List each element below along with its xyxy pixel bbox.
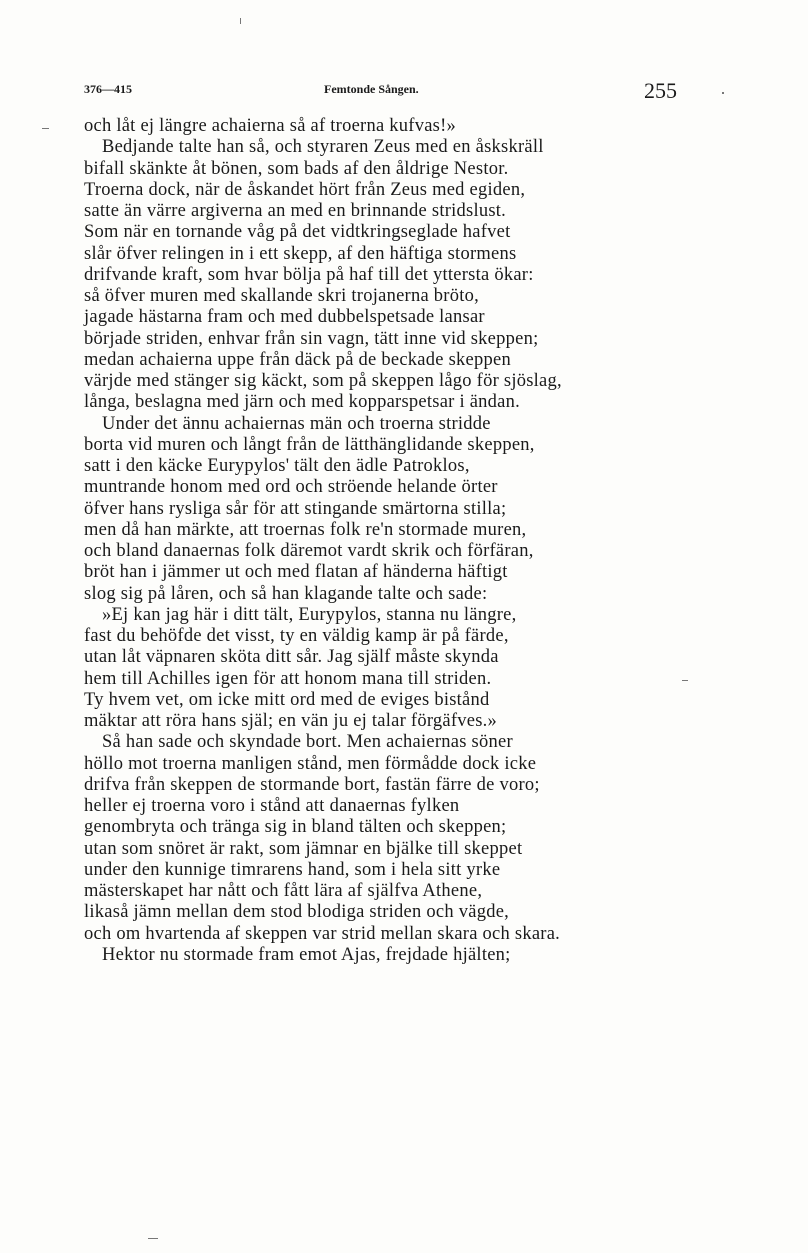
verse-line: Under det ännu achaiernas män och troerna stridde [102,413,491,434]
verse-line: värjde med stänger sig käckt, som på skeppen lågo för sjöslag, [84,371,562,391]
verse-line: drifva från skeppen de stormande bort, fastän färre de voro; [84,774,540,795]
verse-line: utan låt väpnaren sköta ditt sår. Jag själf måste skynda [84,647,499,668]
verse-line: fast du behöfde det visst, ty en väldig kamp är på färde, [84,626,509,646]
verse-line: borta vid muren och långt från de lätthänglidande skeppen, [84,434,535,455]
verse-line: utan som snöret är rakt, som jämnar en bjälke till skeppet [84,838,523,859]
verse-line: och bland danaernas folk däremot vardt skrik och förfäran, [84,541,534,561]
verse-line: jagade hästarna fram och med dubbelspetsade lansar [84,307,485,328]
verse-line: Ty hvem vet, om icke mitt ord med de eviges bistånd [84,689,490,710]
verse-line: höllo mot troerna manligen stånd, men förmådde dock icke [84,753,537,774]
verse-line: satte än värre argiverna an med en brinnande stridslust. [84,201,507,221]
verse-line: heller ej troerna voro i stånd att danaernas fylken [84,796,460,816]
verse-line: genombryta och tränga sig in bland tälten och skeppen; [84,817,507,838]
poem-text [84,116,704,966]
scan-speck [682,680,688,681]
verse-line: men då han märkte, att troernas folk re'n stormade muren, [84,519,527,540]
verse-line: Bedjande talte han så, och styraren Zeus med en åskskräll [102,137,544,158]
verse-line: hem till Achilles igen för att honom mana till striden. [84,668,492,689]
verse-line: satt i den käcke Eurypylos' tält den ädle Patroklos, [84,456,470,476]
verse-line: började striden, enhvar från sin vagn, tätt inne vid skeppen; [84,328,539,349]
verse-line: muntrande honom med ord och ströende helande örter [84,477,498,498]
verse-line: »Ej kan jag här i ditt tält, Eurypylos, stanna nu längre, [102,604,517,625]
verse-line: och om hvartenda af skeppen var strid mellan skara och skara. [84,923,561,944]
scan-speck [240,18,241,24]
verse-line: Troerna dock, när de åskandet hört från Zeus med egiden, [84,179,526,200]
verse-line: under den kunnige timrarens hand, som i hela sitt yrke [84,859,501,880]
verse-line: mäktar att röra hans själ; en vän ju ej talar förgäfves.» [84,711,498,731]
page-number: 255 [644,78,677,103]
verse-line: Så han sade och skyndade bort. Men achaiernas söner [102,732,513,753]
verse-line: bifall skänkte åt bönen, som bads af den åldrige Nestor. [84,158,509,179]
verse-line: så öfver muren med skallande skri trojanerna bröto, [84,286,479,306]
verse-line: slår öfver relingen in i ett skepp, af den häftiga stormens [84,243,517,264]
verse-line: mästerskapet har nått och fått lära af själfva Athene, [84,881,483,901]
verse-line: slog sig på låren, och så han klagande talte och sade: [84,583,488,604]
chapter-title: Femtonde Sången. [324,82,419,96]
running-head [84,78,684,108]
verse-line: bröt han i jämmer ut och med flatan af händerna häftigt [84,562,508,583]
scan-speck [148,1238,158,1239]
scan-speck [722,92,724,94]
verse-line: likaså jämn mellan dem stod blodiga striden och vägde, [84,902,510,923]
verse-line: medan achaierna uppe från däck på de beckade skeppen [84,349,511,370]
verse-line: långa, beslagna med järn och med kopparspetsar i ändan. [84,392,521,413]
verse-line: Som när en tornande våg på det vidtkringseglade hafvet [84,222,511,243]
line-range: 376—415 [84,82,132,96]
verse-line: och låt ej längre achaierna så af troerna kufvas!» [84,116,457,136]
verse-line: öfver hans rysliga sår för att stingande smärtorna stilla; [84,498,507,519]
verse-line: drifvande kraft, som hvar bölja på haf till det yttersta ökar: [84,264,534,285]
verse-line: Hektor nu stormade fram emot Ajas, frejdade hjälten; [102,944,511,965]
scan-speck [42,128,49,129]
